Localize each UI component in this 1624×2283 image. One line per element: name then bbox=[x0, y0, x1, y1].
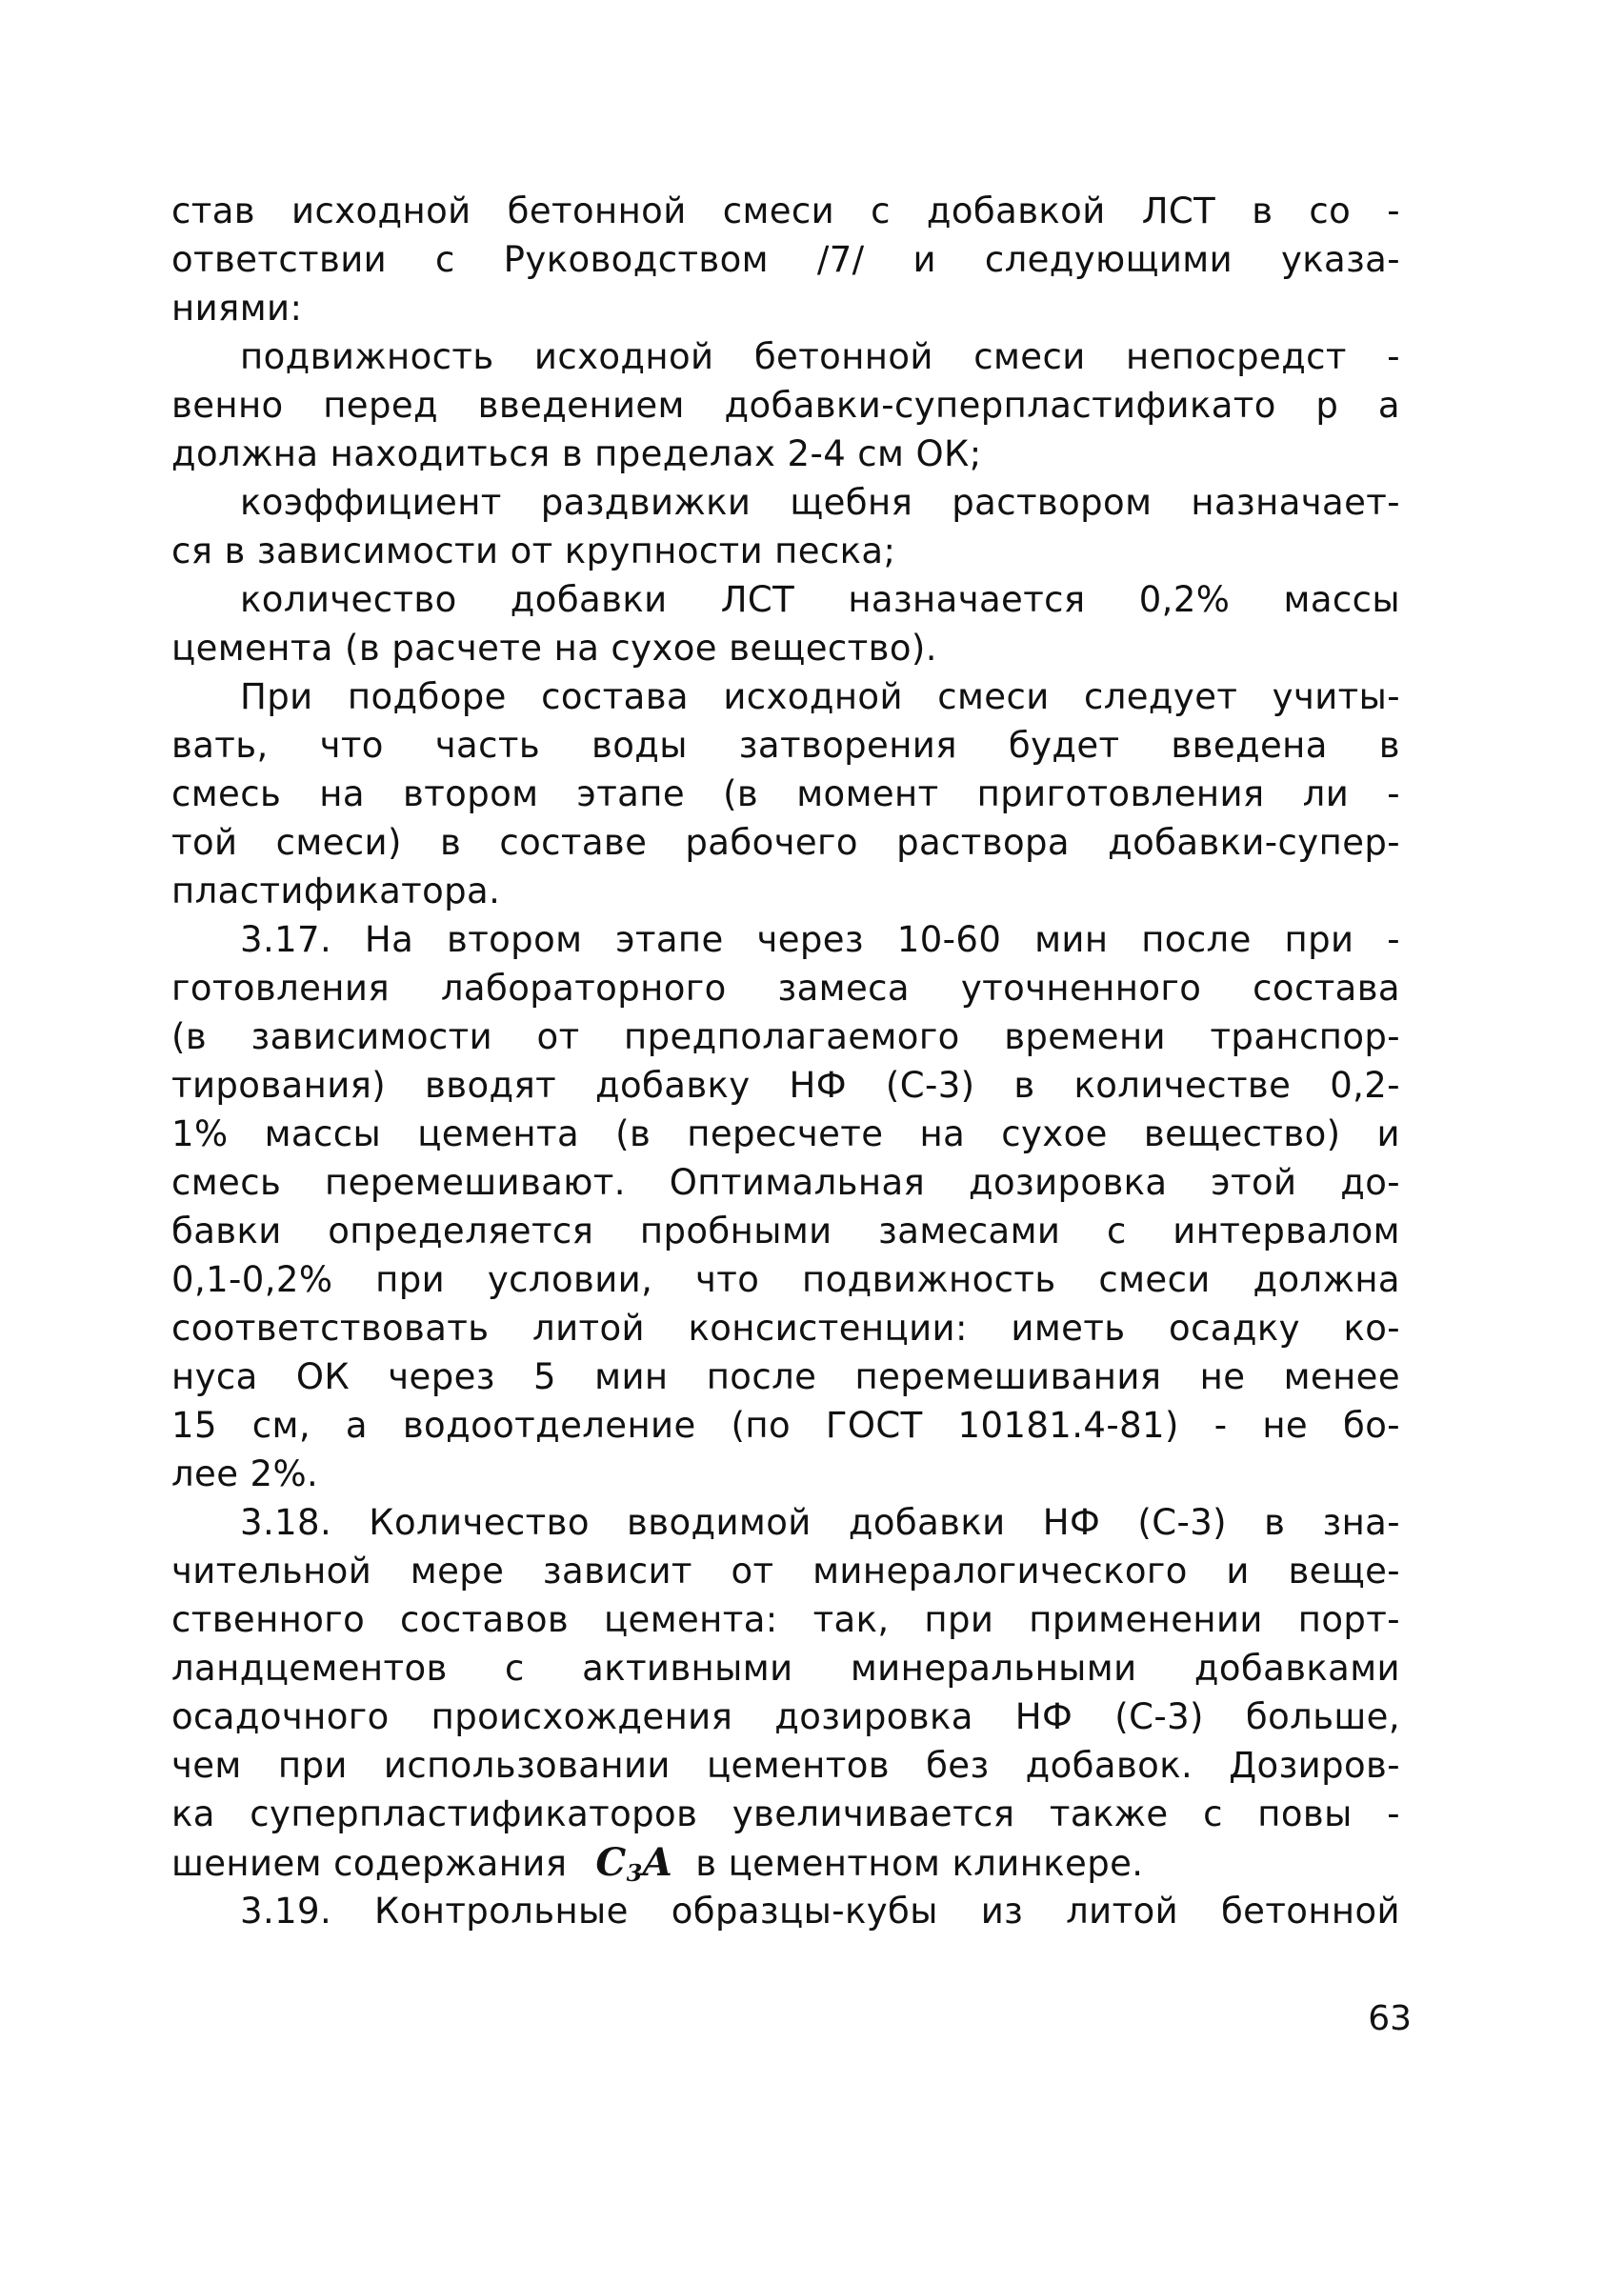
text-line: ственного составов цемента: так, при применении порт- bbox=[171, 1599, 1400, 1640]
text-line: количество добавки ЛСТ назначается 0,2% массы bbox=[240, 579, 1400, 620]
text-line: вать, что часть воды затворения будет введена в bbox=[171, 725, 1400, 766]
text-line: подвижность исходной бетонной смеси непосредст - bbox=[240, 336, 1400, 377]
formula-main: C bbox=[595, 1840, 627, 1885]
text-line: нуса ОК через 5 мин после перемешивания не менее bbox=[171, 1356, 1400, 1397]
text-line: ся в зависимости от крупности песка; bbox=[171, 531, 896, 571]
text-line: осадочного происхождения дозировка НФ (С-3) больше, bbox=[171, 1696, 1400, 1737]
c3a-formula bbox=[595, 1840, 672, 1885]
text-line: коэффициент раздвижки щебня раствором назначает- bbox=[240, 482, 1400, 523]
text-line: готовления лабораторного замеса уточненного состава bbox=[171, 968, 1400, 1009]
text-line: чем при использовании цементов без добавок. Дозиров- bbox=[171, 1745, 1400, 1786]
formula-line-before: шением содержания bbox=[171, 1843, 568, 1884]
section-3-18-start: 3.18. Количество вводимой добавки НФ (С-3) в зна- bbox=[240, 1502, 1400, 1543]
text-line: смесь на втором этапе (в момент приготовления ли - bbox=[171, 773, 1400, 814]
formula-text-line bbox=[171, 1838, 1400, 1887]
text-line: цемента (в расчете на сухое вещество). bbox=[171, 628, 937, 669]
text-line: венно перед введением добавки-суперпластификато р а bbox=[171, 385, 1400, 426]
text-line: 0,1-0,2% при условии, что подвижность смеси должна bbox=[171, 1259, 1400, 1300]
text-line: ниями: bbox=[171, 288, 303, 329]
page-number: 63 bbox=[1368, 1999, 1412, 2038]
text-line: смесь перемешивают. Оптимальная дозировка этой до- bbox=[171, 1162, 1400, 1203]
section-3-19-start: 3.19. Контрольные образцы-кубы из литой бетонной bbox=[240, 1891, 1400, 1932]
text-line: ландцементов с активными минеральными добавками bbox=[171, 1648, 1400, 1689]
text-line: лее 2%. bbox=[171, 1453, 319, 1494]
formula-subscript: 3 bbox=[626, 1859, 643, 1887]
formula-tail: A bbox=[642, 1840, 673, 1885]
text-line: ответствии с Руководством /7/ и следующими указа- bbox=[171, 239, 1400, 280]
text-line: чительной мере зависит от минералогического и веще- bbox=[171, 1551, 1400, 1592]
text-line: 15 см, а водоотделение (по ГОСТ 10181.4-81) - не бо- bbox=[171, 1405, 1400, 1446]
text-line: той смеси) в составе рабочего раствора добавки-супер- bbox=[171, 822, 1400, 863]
text-line: пластификатора. bbox=[171, 871, 501, 911]
text-line: При подборе состава исходной смеси следует учиты- bbox=[240, 676, 1400, 717]
text-line: 1% массы цемента (в пересчете на сухое вещество) и bbox=[171, 1113, 1400, 1154]
text-line: (в зависимости от предполагаемого времени транспор- bbox=[171, 1016, 1400, 1057]
text-line: бавки определяется пробными замесами с интервалом bbox=[171, 1211, 1400, 1252]
formula-line-after: в цементном клинкере. bbox=[695, 1843, 1144, 1884]
body-text bbox=[171, 187, 1400, 1935]
section-3-17-start: 3.17. На втором этапе через 10-60 мин после при - bbox=[240, 919, 1400, 960]
text-line: став исходной бетонной смеси с добавкой ЛСТ в со - bbox=[171, 190, 1400, 231]
text-line: тирования) вводят добавку НФ (С-3) в количестве 0,2- bbox=[171, 1065, 1400, 1106]
text-line: должна находиться в пределах 2-4 см ОК; bbox=[171, 433, 982, 474]
text-line: соответствовать литой консистенции: иметь осадку ко- bbox=[171, 1308, 1400, 1349]
text-line: ка суперпластификаторов увеличивается также с повы - bbox=[171, 1793, 1400, 1834]
